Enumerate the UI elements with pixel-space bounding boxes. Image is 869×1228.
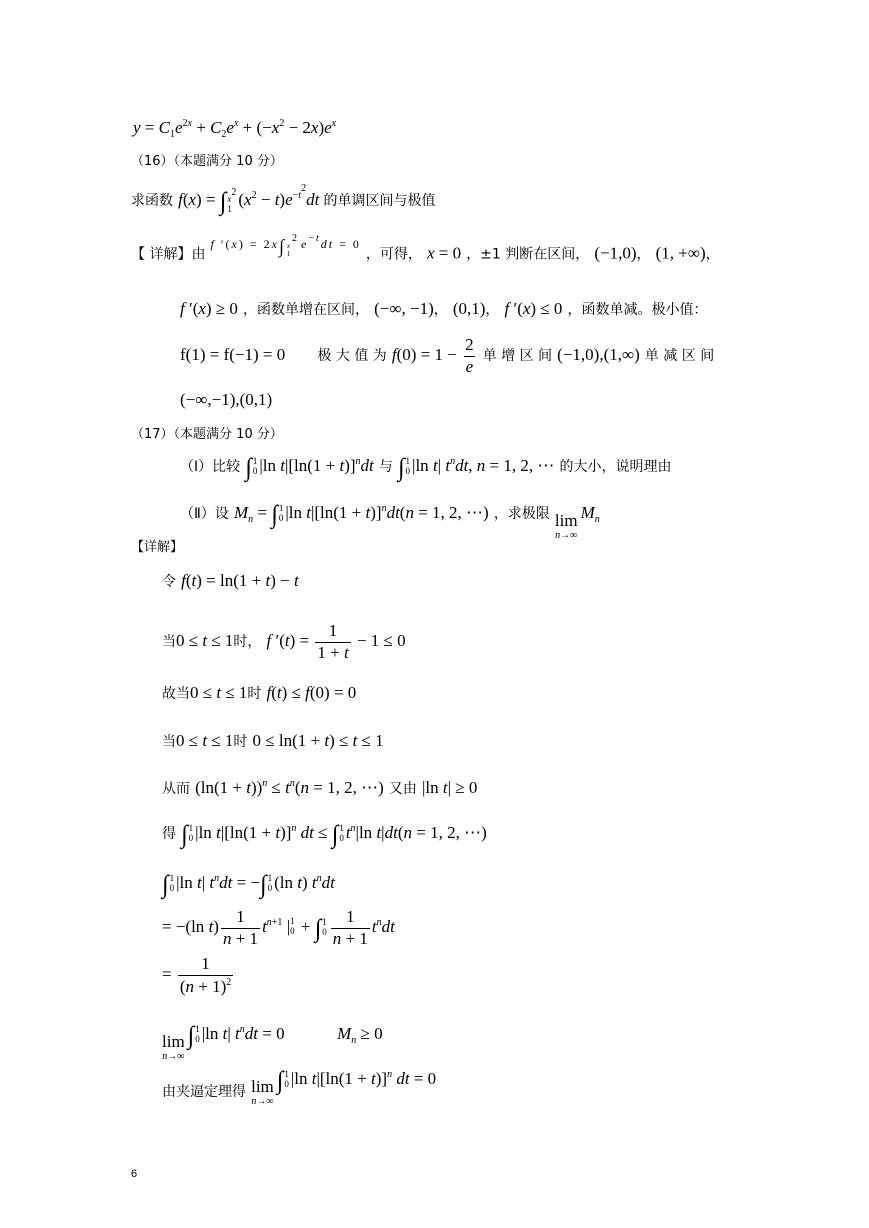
- q17-part1-and: 与: [378, 459, 393, 475]
- q16-detail-line3: f(1) = f(−1) = 0 极 大 值 为 f(0) = 1 − $\frac{2}{e}$ 单 增 区 间 (−1,0),(1,∞) 单 减 区 间: [180, 335, 715, 376]
- q16-interval-a: (−1,0): [594, 243, 637, 263]
- q16-interval-c: (−∞, −1): [374, 299, 434, 318]
- q17-part2: （Ⅱ）设 $M_n$ = ∫ 1 0 |ln $t|[\ln(1 + t)]^ndt(n = 1$, 2, ⋯) ，求极限 lim n→∞ $M_n$: [180, 501, 600, 541]
- step-bound: 当0 ≤ t ≤ 1时 0 ≤ ln(1 + t) ≤ t ≤ 1: [162, 731, 384, 750]
- q16-by: 由: [191, 246, 206, 263]
- q16-min-eq: f(1) = f(−1) = 0: [180, 345, 286, 365]
- step-compare: 得 ∫ 1 0 |ln $t|[\ln(1 + t)]^n$ dt ≤ ∫ 1 0 $t^n|\ln$ t|dt(n = 1, 2, ⋯): [162, 821, 487, 849]
- q16-dec-intervals: (−∞,−1),(0,1): [180, 390, 273, 409]
- q17-part1: （Ⅰ）比较 ∫ 1 0 |ln $t|[\ln(1 + t)]^ndt$ 与 ∫ 1 0 |ln t| $t^ndt$, n = 1, 2, ⋯ 的大小，说明理由: [180, 454, 672, 482]
- step-limit: lim n→∞ ∫ 1 0 |ln t| $t^ndt = 0$ $M_n \ge 0$: [162, 1022, 383, 1062]
- q17-part1-suffix: 的大小，说明理由: [559, 459, 672, 475]
- q16-obtain: ，可得，: [365, 246, 422, 263]
- q16-prompt: [131, 183, 436, 215]
- q16-dec-label: 单 减 区 间: [644, 348, 715, 365]
- q17-header: （17）（本题满分 10 分）: [131, 427, 283, 442]
- step-int1: ∫ 1 0 |ln t| $t^ndt$ = −∫ 1 0 (ln t) $t^ndt$: [162, 871, 335, 899]
- q16-max-label: 极 大 值 为: [317, 348, 387, 365]
- q16-header: （16）（本题满分 10 分）: [131, 154, 283, 169]
- q16-detail-label: 【 详解】: [131, 246, 192, 263]
- page-number: 6: [131, 1168, 138, 1180]
- step-int3: = $\frac{1}{(n + 1)^2}$: [162, 954, 232, 996]
- q16-prompt-prefix: 求函数: [131, 193, 173, 209]
- previous-answer-equation: $y = C_1e^{2x} + C_2e^x + (-x^2 - 2x)e^x$: [133, 118, 337, 140]
- q17-part2-suffix: ，求极限: [493, 506, 550, 522]
- q17-part2-label: （Ⅱ）设: [180, 506, 229, 522]
- q16-detail-line1: 【 详解】由 $^{f '(x) = 2x\int x^2 1 e^{-t}dt = 0}$ ，可得， x = 0 ，±1 判断在区间， (−1,0)， (1, +∞)，: [131, 233, 720, 263]
- q16-prompt-suffix: 的单调区间与极值: [323, 193, 436, 209]
- q16-judge: ，±1 判断在区间，: [466, 246, 590, 263]
- step-squeeze: 由夹逼定理得 lim n→∞ ∫ 1 0 |ln $t|[\ln(1 + t)]^n$ dt = 0: [162, 1067, 437, 1107]
- q16-dec-text: ，函数单减。极小值：: [567, 302, 708, 318]
- q16-interval-b: (1, +∞): [655, 243, 706, 263]
- q16-function: f(x) = ∫ $x^2$ 1 $(x^2 - t)e^{-t^2}dt$: [178, 183, 320, 216]
- q16-detail-line2: f ′(x) ≥ 0 ，函数单增在区间， (−∞, −1)， (0,1)， f ′(x) ≤ 0 ，函数单减。极小值：: [180, 299, 708, 318]
- q17-detail-label: 【详解】: [131, 540, 184, 555]
- q16-inc-label: 单 增 区 间: [482, 348, 553, 365]
- step-let: 令 f(t) = ln(1 + t) − t: [162, 571, 299, 590]
- q16-inc-text: ，函数单增在区间，: [243, 302, 370, 318]
- step-derivative: 当0 ≤ t ≤ 1时， f ′(t) = $\frac{1}{1 + t}$ − 1 ≤ 0: [162, 621, 406, 662]
- step-power: 从而 $(\ln(1 + t))^n \le t^n(n = 1$, 2, ⋯) 又由 |ln t| ≥ 0: [162, 778, 478, 797]
- q16-derivative-eq: f ′(x) = 2x∫ x2 1 e−tdt = 0: [210, 233, 366, 258]
- q16-inc-intervals: (−1,0),(1,∞): [557, 345, 640, 365]
- step-int2: = −(ln t) $\frac{1}{n + 1}$ $t^{n+1}$ | 1 0 + ∫ 1 0 $\frac{1}{n + 1}$ $t^ndt$: [162, 907, 395, 948]
- q17-part1-label: （Ⅰ）比较: [180, 459, 241, 475]
- step-hence: 故当0 ≤ t ≤ 1时 f(t) ≤ f(0) = 0: [162, 683, 357, 702]
- q16-interval-d: (0,1): [452, 299, 486, 318]
